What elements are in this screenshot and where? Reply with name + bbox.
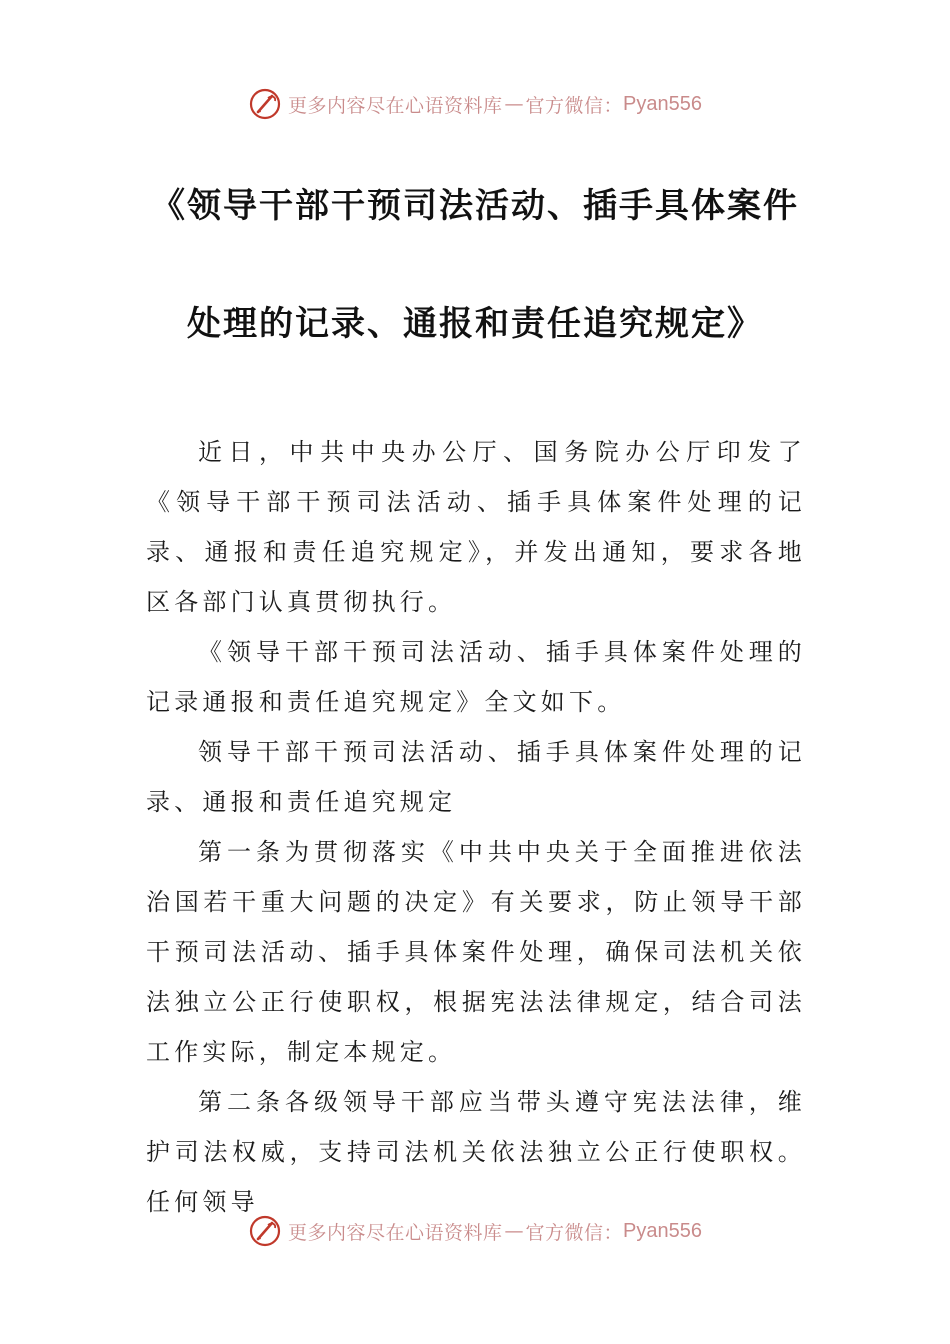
pen-logo-icon bbox=[248, 87, 282, 121]
watermark-wechat-id: Pyan556 bbox=[623, 1219, 702, 1242]
paragraph: 领导干部干预司法活动、插手具体案件处理的记录、通报和责任追究规定 bbox=[146, 738, 806, 816]
paragraph: 近日，中共中央办公厅、国务院办公厅印发了《领导干部干预司法活动、插手具体案件处理的记录、通报和责任追究规定》，并发出通知，要求各地区各部门认真贯彻执行。 bbox=[146, 438, 806, 616]
pen-logo-icon bbox=[248, 1214, 282, 1248]
watermark-text: 更多内容尽在心语资料库 bbox=[288, 94, 503, 117]
document-title-line-2: 处理的记录、通报和责任追究规定》 bbox=[187, 304, 763, 344]
footer-watermark bbox=[0, 1211, 950, 1251]
watermark-dash: — bbox=[504, 93, 524, 115]
paragraph: 第一条为贯彻落实《中共中央关于全面推进依法治国若干重大问题的决定》有关要求，防止领导干部干预司法活动、插手具体案件处理，确保司法机关依法独立公正行使职权，根据宪法法律规定，结合司法工作实际，制定本规定。 bbox=[146, 838, 806, 1066]
watermark-wechat-id: Pyan556 bbox=[623, 92, 702, 115]
paragraph: 《领导干部干预司法活动、插手具体案件处理的记录通报和责任追究规定》全文如下。 bbox=[146, 638, 806, 716]
document-title-line-1: 《领导干部干预司法活动、插手具体案件 bbox=[151, 186, 799, 226]
watermark-wechat-label: 官方微信： bbox=[525, 1221, 624, 1244]
document-body bbox=[146, 427, 806, 1227]
watermark-text: 更多内容尽在心语资料库 bbox=[288, 1221, 503, 1244]
paragraph: 第二条各级领导干部应当带头遵守宪法法律，维护司法权威，支持司法机关依法独立公正行使职权。任何领导 bbox=[146, 1088, 806, 1216]
watermark-wechat-label: 官方微信： bbox=[525, 94, 624, 117]
watermark-dash: — bbox=[504, 1220, 524, 1242]
header-watermark bbox=[0, 84, 950, 124]
